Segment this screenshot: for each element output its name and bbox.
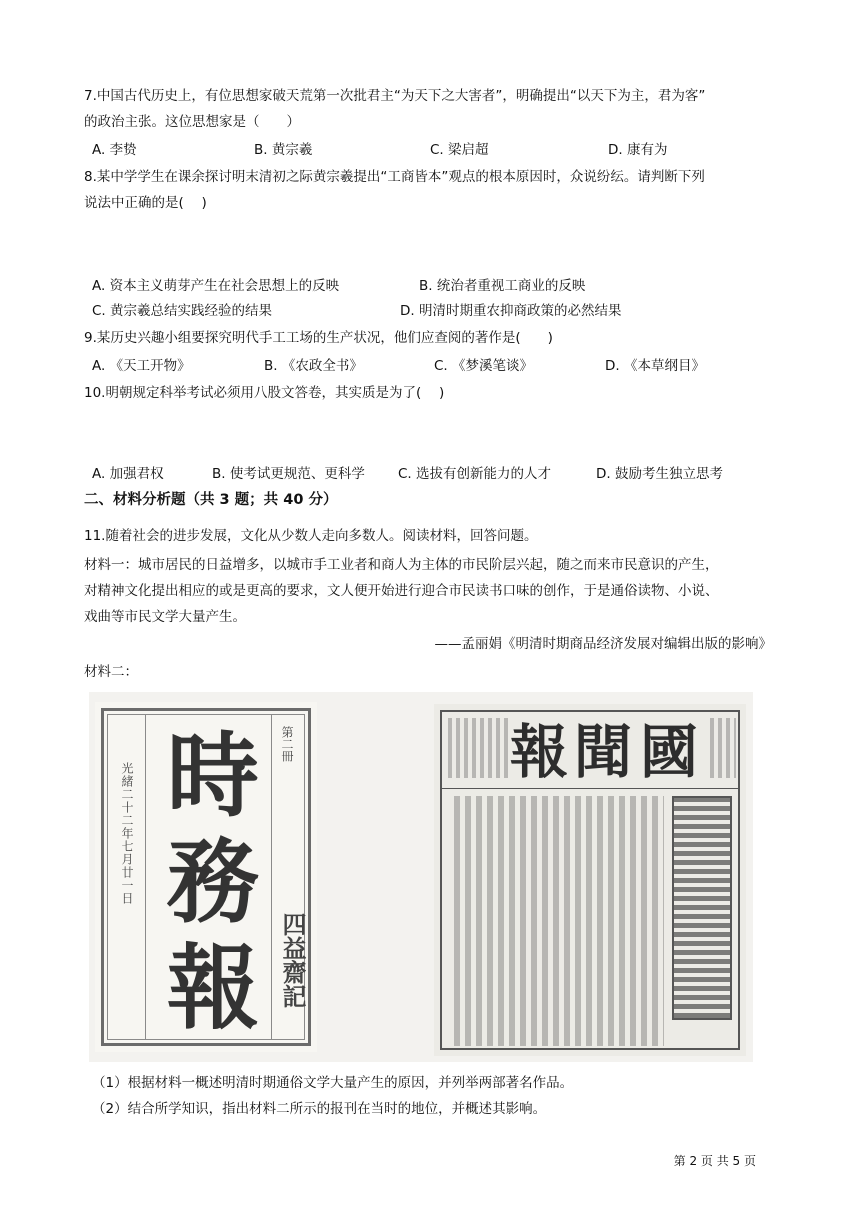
shiwubao-title-char-2: 務 (166, 828, 259, 936)
q10-stem: 10.明朝规定科举考试必须用八股文答卷，其实质是为了( ) (84, 385, 445, 401)
shiwubao-title-char-1: 時 (166, 722, 259, 830)
masthead-rule (442, 788, 738, 789)
q7-option-d: D. 康有为 (608, 142, 668, 158)
q9-option-d: D. 《本草纲目》 (605, 358, 705, 374)
q11-material2-label: 材料二： (84, 664, 138, 680)
masthead-right-notes (710, 718, 736, 778)
q11-intro: 11.随着社会的进步发展，文化从少数人走向多数人。阅读材料，回答问题。 (84, 528, 538, 544)
shiwubao-publisher: 四益齋記 (278, 912, 307, 1008)
q8-option-c: C. 黄宗羲总结实践经验的结果 (92, 303, 273, 319)
q7-option-b: B. 黄宗羲 (254, 142, 313, 158)
q8-option-a: A. 资本主义萌芽产生在社会思想上的反映 (92, 278, 340, 294)
article-columns (454, 796, 664, 1046)
guowenbao-cover (434, 704, 746, 1056)
q8-option-b: B. 统治者重视工商业的反映 (419, 278, 586, 294)
q7-option-a: A. 李贽 (92, 142, 137, 158)
guowenbao-title-char-2: 聞 (574, 718, 633, 786)
masthead-left-notes (448, 718, 508, 778)
q11-subquestion-1: （1）根据材料一概述明清时期通俗文学大量产生的原因，并列举两部著名作品。 (92, 1075, 574, 1091)
q9-stem: 9.某历史兴趣小组要探究明代手工工场的生产状况，他们应查阅的著作是( ) (84, 330, 553, 346)
page-number: 第 2 页 共 5 页 (673, 1154, 756, 1168)
cover-rule-left (145, 714, 146, 1040)
q9-option-b: B. 《农政全书》 (264, 358, 363, 374)
q7-stem-line2: 的政治主张。这位思想家是（ ） (84, 114, 300, 130)
section-2-title: 二、材料分析题（共 3 题；共 40 分） (84, 492, 338, 508)
boxed-article (672, 796, 732, 1020)
q11-material1-line1: 材料一：城市居民的日益增多，以城市手工业者和商人为主体的市民阶层兴起，随之而来市民意识的产生， (84, 557, 719, 573)
q11-material1-line3: 戏曲等市民文学大量产生。 (84, 609, 246, 625)
q7-stem-line1: 7.中国古代历史上，有位思想家破天荒第一次批君主“为天下之大害者”，明确提出“以天下为主，君为客” (84, 88, 706, 104)
shiwubao-date: 光緒二十二年七月廿一日 (120, 762, 134, 905)
shiwubao-title-char-3: 報 (166, 934, 259, 1042)
guowenbao-title-char-1: 國 (640, 718, 699, 786)
guowenbao-title-char-3: 報 (510, 718, 569, 786)
newspaper-covers-image (89, 692, 753, 1062)
q7-option-c: C. 梁启超 (430, 142, 489, 158)
q10-option-b: B. 使考试更规范、更科学 (212, 466, 365, 482)
shiwubao-cover (95, 702, 317, 1052)
q8-stem-line2: 说法中正确的是( ) (84, 195, 207, 211)
q11-material1-line2: 对精神文化提出相应的或是更高的要求，文人便开始进行迎合市民读书口味的创作，于是通俗读物、小说、 (84, 583, 719, 599)
shiwubao-issue: 第二冊 (280, 726, 294, 762)
q9-option-c: C. 《梦溪笔谈》 (434, 358, 534, 374)
q8-option-d: D. 明清时期重农抑商政策的必然结果 (400, 303, 622, 319)
q11-material1-source: ——孟丽娟《明清时期商品经济发展对编辑出版的影响》 (434, 636, 772, 652)
q10-option-d: D. 鼓励考生独立思考 (596, 466, 723, 482)
q10-option-c: C. 选拔有创新能力的人才 (398, 466, 552, 482)
q8-stem-line1: 8.某中学学生在课余探讨明末清初之际黄宗羲提出“工商皆本”观点的根本原因时，众说纷纭。请判断下列 (84, 169, 705, 185)
q9-option-a: A. 《天工开物》 (92, 358, 191, 374)
q11-subquestion-2: （2）结合所学知识，指出材料二所示的报刊在当时的地位，并概述其影响。 (92, 1101, 547, 1117)
q10-option-a: A. 加强君权 (92, 466, 164, 482)
